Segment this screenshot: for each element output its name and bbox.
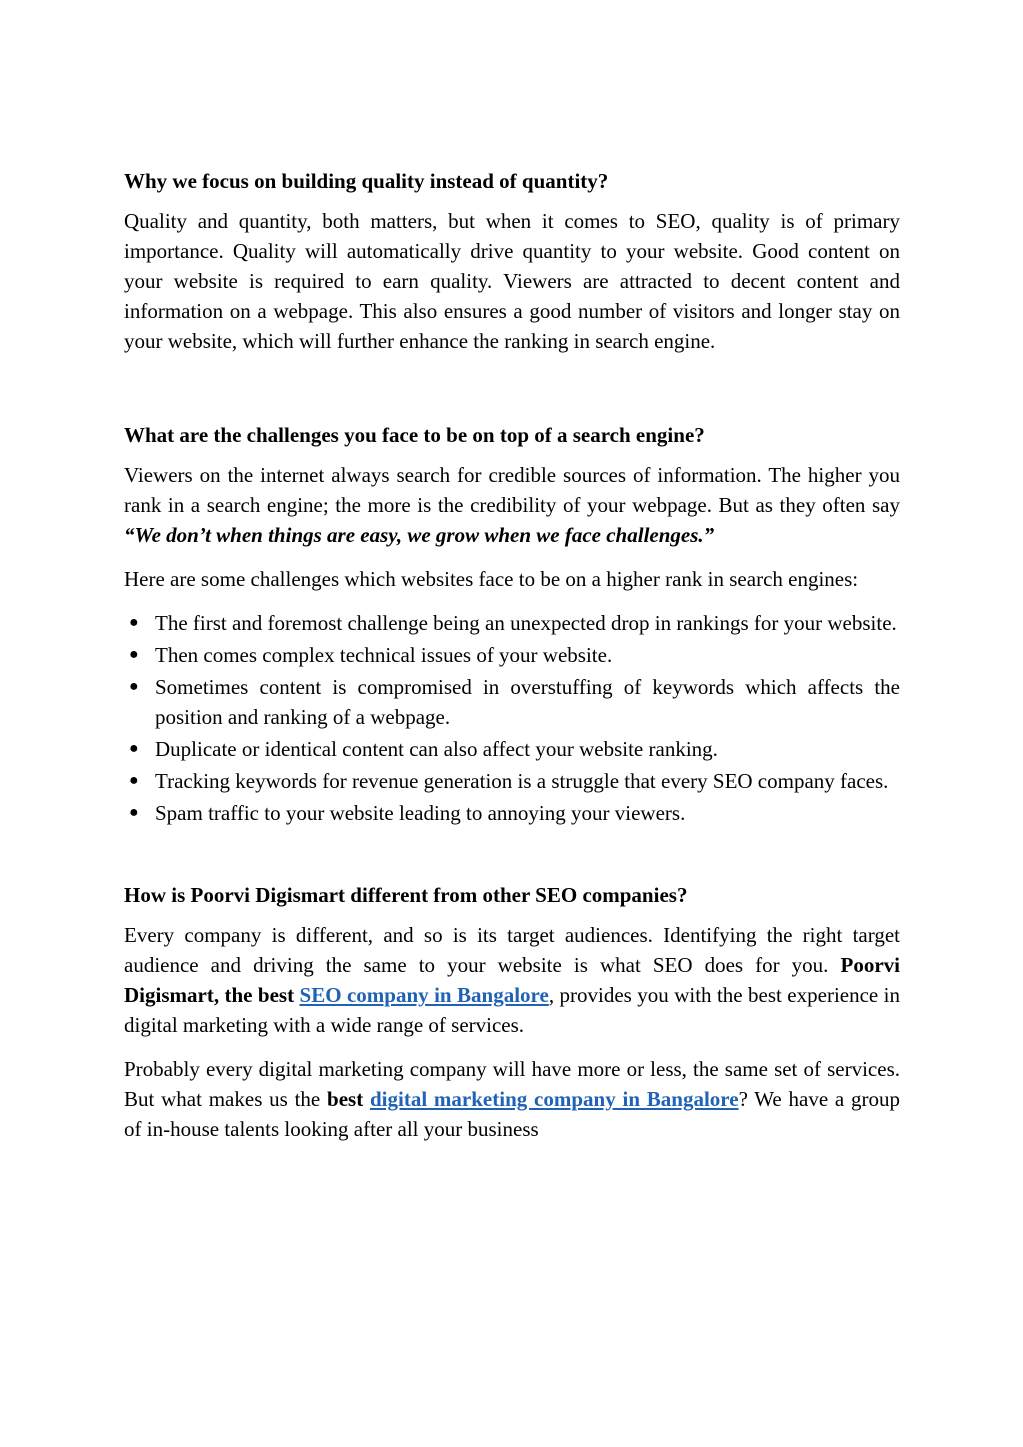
section-heading-challenges: What are the challenges you face to be on top of a search engine? bbox=[124, 423, 705, 447]
bullet-icon: ● bbox=[129, 740, 139, 757]
list-item-text: Tracking keywords for revenue generation is a struggle that every SEO company faces. bbox=[155, 769, 889, 793]
list-item bbox=[124, 640, 900, 670]
section-paragraph-challenges-list-intro: Here are some challenges which websites face to be on a higher rank in search engines: bbox=[124, 567, 859, 591]
section-paragraph-poorvi-1 bbox=[124, 920, 900, 1040]
list-item-text: The first and foremost challenge being an unexpected drop in rankings for your website. bbox=[155, 611, 897, 635]
paragraph-text: Viewers on the internet always search for credible sources of information. The higher you rank in a search engine; the more is the credibility of your webpage. But as they often say bbox=[124, 463, 900, 517]
bold-company-name: Poorvi Digismart, the best bbox=[124, 953, 900, 1007]
paragraph-text: ? We have a group of in-house talents looking after all your business bbox=[124, 1087, 901, 1141]
section-paragraph-quality: Quality and quantity, both matters, but when it comes to SEO, quality is of primary importance. Quality will automatically drive quantity to your website. Good content on your website is required to earn quality. Viewers are attracted to decent content and information on a webpage. This also ensures a good number of visitors and longer stay on your website, which will further enhance the ranking in search engine. bbox=[124, 209, 900, 353]
list-item-text: Spam traffic to your website leading to annoying your viewers. bbox=[155, 801, 686, 825]
challenges-list bbox=[124, 608, 900, 828]
paragraph-text: Every company is different, and so is its target audiences. Identifying the right target audience and driving the same to your website is what SEO does for you. bbox=[124, 923, 900, 977]
section-heading-poorvi: How is Poorvi Digismart different from other SEO companies? bbox=[124, 883, 688, 907]
list-item bbox=[124, 608, 900, 638]
list-item-text: Sometimes content is compromised in overstuffing of keywords which affects the position and ranking of a webpage. bbox=[155, 675, 900, 729]
list-item-text: Then comes complex technical issues of your website. bbox=[155, 643, 613, 667]
section-heading-quality: Why we focus on building quality instead of quantity? bbox=[124, 169, 609, 193]
section-paragraph-challenges-intro bbox=[124, 460, 900, 550]
paragraph-text: , provides you with the best experience in digital marketing with a wide range of services. bbox=[124, 983, 901, 1037]
list-item bbox=[124, 766, 900, 796]
digital-marketing-link[interactable]: digital marketing company in Bangalore bbox=[369, 1087, 739, 1111]
section-paragraph-poorvi-2 bbox=[124, 1054, 900, 1144]
section-spacer bbox=[124, 830, 900, 880]
bold-word: best bbox=[327, 1087, 364, 1111]
list-item-text: Duplicate or identical content can also affect your website ranking. bbox=[155, 737, 718, 761]
list-item bbox=[124, 734, 900, 764]
section-spacer bbox=[124, 370, 900, 420]
bullet-icon: ● bbox=[129, 646, 139, 663]
bullet-icon: ● bbox=[129, 804, 139, 821]
bullet-icon: ● bbox=[129, 614, 139, 631]
paragraph-text: Probably every digital marketing company will have more or less, the same set of services. But what makes us the bbox=[124, 1057, 900, 1111]
list-item bbox=[124, 672, 900, 732]
list-item bbox=[124, 798, 900, 828]
seo-company-link[interactable]: SEO company in Bangalore bbox=[299, 983, 549, 1007]
bullet-icon: ● bbox=[129, 772, 139, 789]
bullet-icon: ● bbox=[129, 678, 139, 695]
document-page bbox=[124, 166, 900, 1158]
italic-quote: “We don’t when things are easy, we grow when we face challenges.” bbox=[124, 523, 715, 547]
